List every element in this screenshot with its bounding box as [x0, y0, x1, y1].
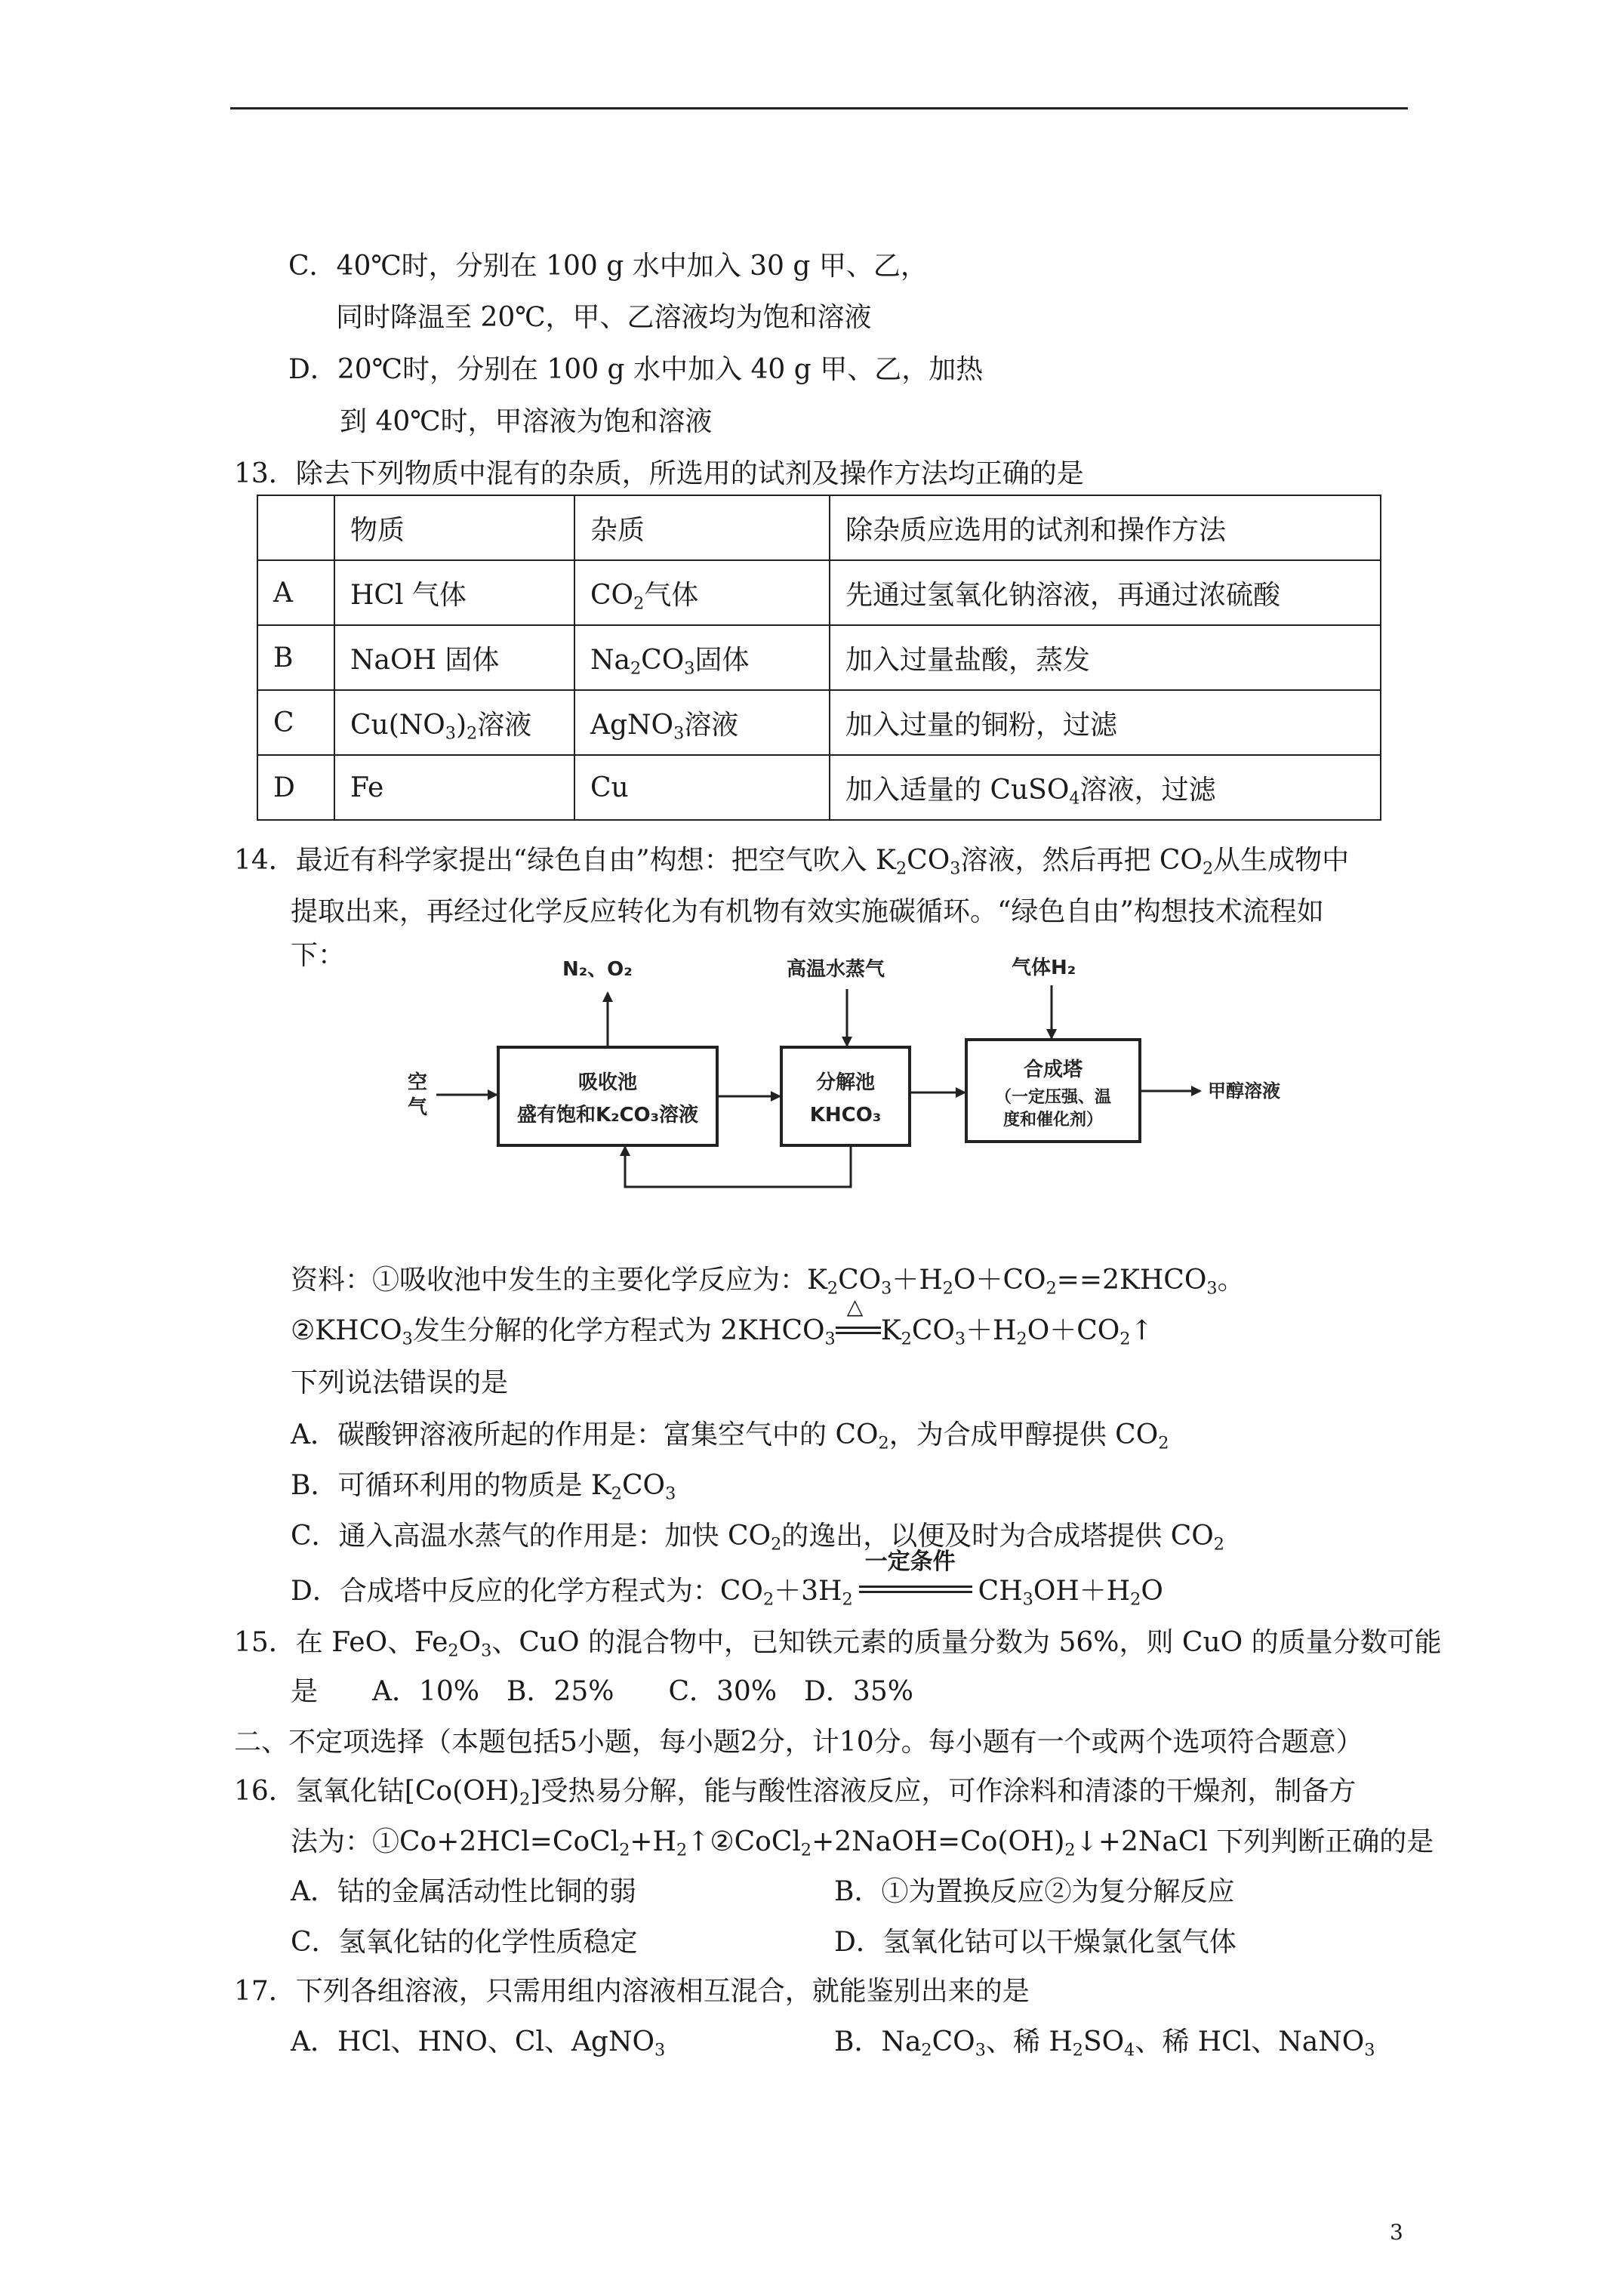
table-cell: B — [257, 625, 334, 690]
q16-line2: 法为：$①Co+2HCl=CoCl_2+H_2↑②CoCl_2+2NaOH=Co(OH)_2↓+2NaCl$ 下列判断正确的是 — [291, 1826, 1434, 1860]
flow-diagram — [400, 951, 1329, 1246]
q14-info-2: $②KHCO_3$发生分解的化学方程式为 $2KHCO_3$ △ $K_2CO_3+H_2O+CO_2↑$ — [291, 1294, 1153, 1349]
table-cell: D — [257, 755, 334, 820]
q16-option-b: B．①为置换反应②为复分解反应 — [834, 1876, 1235, 1907]
q16-option-d: D．氢氧化钴可以干燥氯化氢气体 — [834, 1927, 1236, 1958]
air-label-1: 空 — [408, 1071, 428, 1094]
q17-stem: 17．下列各组溶液，只需用组内溶液相互混合，就能鉴别出来的是 — [234, 1976, 1030, 2007]
table-cell: A — [257, 560, 334, 625]
reaction-condition-sign: 一定条件 — [859, 1579, 972, 1607]
q12-option-c-line2: 同时降温至 20℃，甲、乙溶液均为饱和溶液 — [336, 302, 872, 333]
page-number: 3 — [1390, 2220, 1403, 2245]
table-header-row — [257, 495, 1381, 560]
synth-content-2: 度和催化剂） — [1002, 1111, 1104, 1130]
table-cell: 除杂质应选用的试剂和操作方法 — [830, 495, 1381, 560]
table-row — [257, 690, 1381, 755]
q16-option-c: C．氢氧化钴的化学性质稳定 — [291, 1927, 638, 1958]
table-cell: $Na_2CO_3$固体 — [574, 625, 830, 690]
header-rule — [230, 107, 1408, 109]
table-cell: 加入适量的 CuSO$_4$溶液，过滤 — [830, 755, 1381, 820]
table-cell: AgNO$_3$溶液 — [574, 690, 830, 755]
section-2-heading: 二、不定项选择（本题包括5小题，每小题2分，计10分。每小题有一个或两个选项符合题意） — [234, 1727, 1363, 1758]
q17-option-b: B．$Na_2CO_3$、稀 $H_2SO_4$、稀 HCl、NaNO$_3$ — [834, 2026, 1375, 2060]
q15-line1: 15．在 FeO、$Fe_2O_3$、CuO 的混合物中，已知铁元素的质量分数为 56%，则 CuO 的质量分数可能 — [234, 1627, 1442, 1661]
synth-title: 合成塔 — [1023, 1059, 1083, 1081]
decomp-content: KHCO₃ — [809, 1104, 882, 1126]
table-cell: NaOH 固体 — [334, 625, 574, 690]
air-label-2: 气 — [408, 1096, 428, 1119]
q17-option-a: A．HCl、HNO、Cl、AgNO$_3$ — [291, 2026, 666, 2060]
table-cell: Cu — [574, 755, 830, 820]
q15-line2: 是 A．10% B．25% C．30% D．35% — [291, 1676, 913, 1707]
table-cell: 加入过量盐酸，蒸发 — [830, 625, 1381, 690]
q14-info-1: 资料：①吸收池中发生的主要化学反应为：$K_2CO_3+H_2O+CO_2==2KHCO_3$。 — [291, 1265, 1245, 1299]
table-row — [257, 625, 1381, 690]
absorption-tank-box — [498, 1047, 717, 1145]
decomp-title: 分解池 — [815, 1071, 876, 1094]
table-cell: 先通过氢氧化钠溶液，再通过浓硫酸 — [830, 560, 1381, 625]
absorb-content: 盛有饱和K₂CO₃溶液 — [516, 1104, 699, 1126]
absorb-title: 吸收池 — [577, 1071, 638, 1094]
heat-condition-sign: △ — [836, 1319, 881, 1346]
synth-content-1: （一定压强、温 — [994, 1088, 1112, 1107]
recycle-arrow — [625, 1145, 851, 1187]
q14-option-c: C．通入高温水蒸气的作用是：加快 $CO_2$的逸出，以便及时为合成塔提供 $CO_2$ — [291, 1521, 1224, 1555]
q14-ask: 下列说法错误的是 — [291, 1367, 509, 1398]
table-cell: $CO_2$气体 — [574, 560, 830, 625]
q12-option-d-line2: 到 40℃时，甲溶液为饱和溶液 — [340, 406, 713, 437]
output-label: 甲醇溶液 — [1208, 1080, 1280, 1102]
table-cell — [257, 495, 334, 560]
table-cell: $Cu(NO_3)_2$溶液 — [334, 690, 574, 755]
q16-option-a: A．钴的金属活动性比铜的弱 — [291, 1876, 636, 1907]
table-cell: HCl 气体 — [334, 560, 574, 625]
q14-option-d: D．合成塔中反应的化学方程式为：$CO_2+3H_2$ 一定条件 $CH_3OH+H_2O$ — [291, 1549, 1163, 1610]
n2o2-label: N₂、O₂ — [562, 958, 633, 981]
h2-label: 气体H₂ — [1012, 957, 1076, 979]
q14-stem-line2: 提取出来，再经过化学反应转化为有机物有效实施碳循环。“绿色自由”构想技术流程如 — [291, 896, 1324, 927]
q14-option-b: B．可循环利用的物质是 $K_2CO_3$ — [291, 1470, 676, 1504]
q14-option-a: A．碳酸钾溶液所起的作用是：富集空气中的 $CO_2$，为合成甲醇提供 $CO_2$ — [291, 1419, 1169, 1453]
q13-stem: 13．除去下列物质中混有的杂质，所选用的试剂及操作方法均正确的是 — [234, 458, 1084, 489]
q14-stem-line3: 下： — [291, 940, 346, 971]
q13-table — [257, 495, 1381, 821]
q14-stem-line1: 14．最近有科学家提出“绿色自由”构想：把空气吹入 $K_2CO_3$溶液，然后再把 $CO_2$从生成物中 — [234, 845, 1350, 879]
table-cell: Fe — [334, 755, 574, 820]
table-cell: 加入过量的铜粉，过滤 — [830, 690, 1381, 755]
q12-option-d-line1: D．20℃时，分别在 100 g 水中加入 40 g 甲、乙，加热 — [288, 354, 984, 385]
q16-line1: 16．氢氧化钴$[Co(OH)_2]$受热易分解，能与酸性溶液反应，可作涂料和清漆的干燥剂，制备方 — [234, 1776, 1357, 1810]
table-row — [257, 755, 1381, 820]
table-row — [257, 560, 1381, 625]
q12-option-c-line1: C．40℃时，分别在 100 g 水中加入 30 g 甲、乙， — [288, 251, 928, 282]
decomposition-tank-box — [781, 1047, 910, 1145]
table-cell: C — [257, 690, 334, 755]
table-cell: 物质 — [334, 495, 574, 560]
table-cell: 杂质 — [574, 495, 830, 560]
steam-label: 高温水蒸气 — [787, 958, 885, 981]
